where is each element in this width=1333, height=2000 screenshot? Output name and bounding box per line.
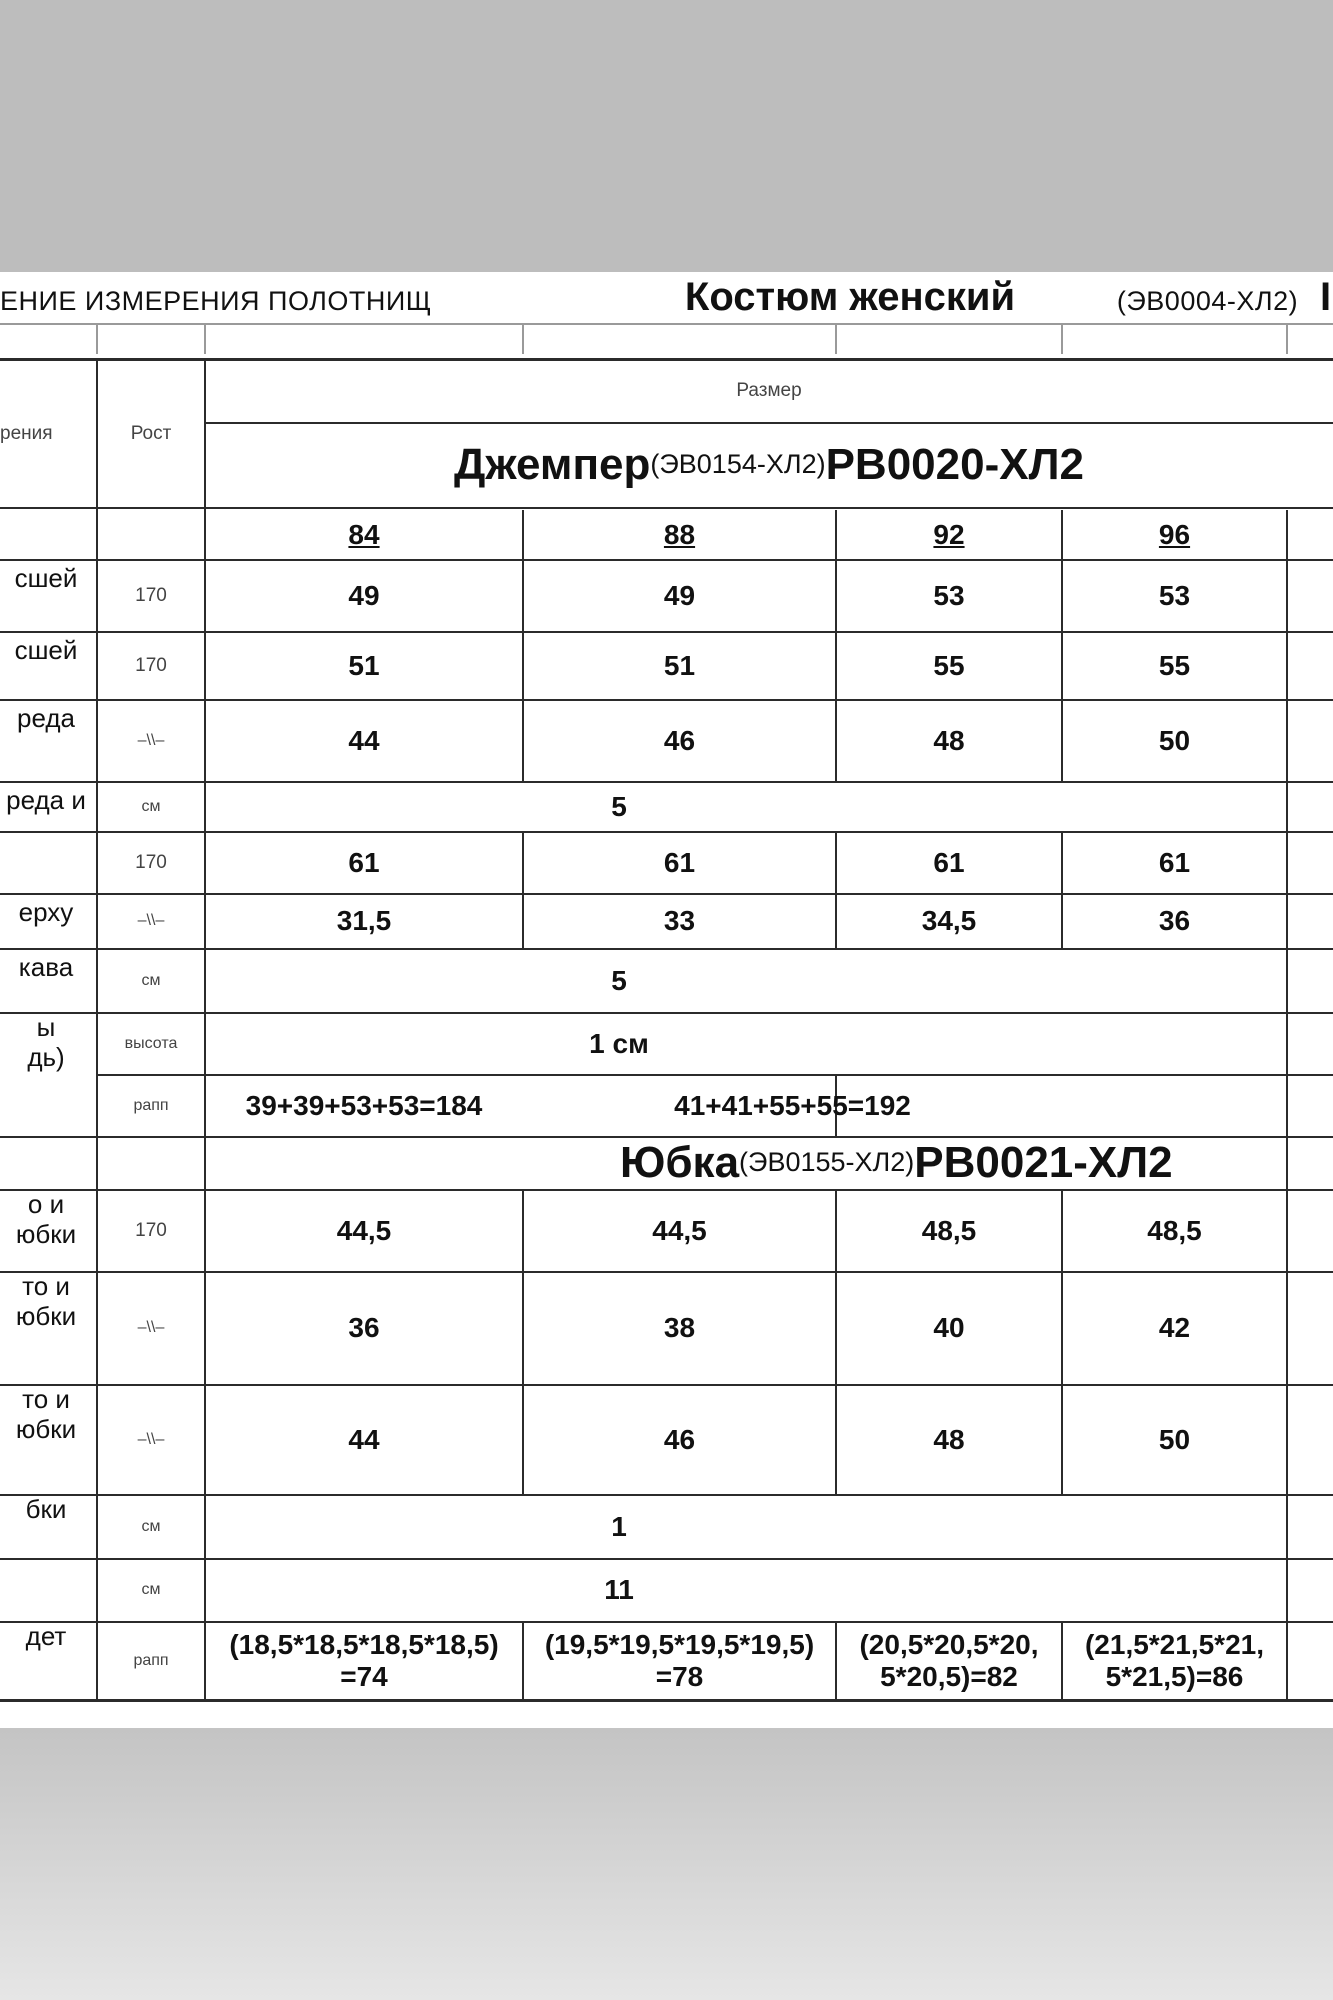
jumper-name: Джемпер — [454, 439, 651, 489]
grid-line — [1061, 324, 1063, 354]
merged-value: 11 — [604, 1574, 634, 1606]
value-cell-line: =78 — [655, 1661, 704, 1692]
row-label-line: ерху — [18, 897, 74, 927]
row-label-line: сшей — [14, 563, 78, 593]
row-label — [0, 1272, 92, 1385]
height-cell: –\\– — [137, 1319, 165, 1337]
row-label — [0, 1495, 92, 1559]
row-label — [0, 1622, 92, 1700]
value-cell: 53 — [933, 579, 965, 611]
height-cell: 170 — [135, 655, 167, 677]
fabric-label-line: дь) — [27, 1041, 65, 1072]
jumper-heading — [205, 424, 1333, 506]
value-cell: 34,5 — [921, 905, 977, 937]
row-label-line: о и — [27, 1189, 65, 1219]
jumper-code: (ЭВ0154-ХЛ2) — [650, 449, 826, 480]
height-cell: рапп — [133, 1651, 169, 1669]
value-cell: 51 — [663, 649, 696, 681]
grid-line — [835, 324, 837, 354]
height-cell: см — [141, 971, 161, 989]
height-cell: высота — [124, 1034, 178, 1052]
row-label-line: юбки — [15, 1218, 77, 1249]
row-label — [0, 1385, 92, 1495]
value-cell-line: (19,5*19,5*19,5*19,5) — [544, 1628, 815, 1660]
value-cell: 38 — [663, 1312, 696, 1344]
merged-value: 1 см — [589, 1027, 649, 1059]
value-cell: 61 — [1158, 846, 1191, 878]
row-label-line: юбки — [15, 1413, 77, 1444]
row-label — [0, 1190, 92, 1272]
grid-line — [522, 324, 524, 354]
value-cell-line: (20,5*20,5*20, — [859, 1628, 1039, 1660]
height-cell: см — [141, 797, 161, 815]
jumper-article: РВ0020-ХЛ2 — [825, 439, 1084, 489]
value-cell: 44 — [348, 1423, 380, 1455]
height-cell: 170 — [135, 852, 167, 874]
row-label-line: то и — [22, 1271, 70, 1301]
value-cell: 55 — [933, 649, 965, 681]
value-cell: 31,5 — [336, 905, 392, 937]
row-label-line: то и — [22, 1384, 70, 1414]
value-cell — [836, 1622, 1062, 1700]
size-header: Размер — [736, 380, 802, 402]
value-cell: 46 — [663, 724, 696, 756]
row-label — [0, 564, 92, 596]
value-cell: 61 — [348, 846, 380, 878]
value-cell: 48 — [933, 1423, 965, 1455]
value-cell: 50 — [1158, 1423, 1191, 1455]
value-cell — [523, 1622, 836, 1700]
row-label-line: дет — [25, 1621, 67, 1651]
value-cell: 61 — [663, 846, 696, 878]
value-cell-line: (21,5*21,5*21, — [1084, 1628, 1265, 1660]
merged-value: 1 — [611, 1510, 627, 1542]
sheet-code: (ЭВ0004-ХЛ2) — [1116, 286, 1299, 317]
row-label-line: бки — [25, 1494, 67, 1524]
value-cell: 44,5 — [336, 1214, 392, 1246]
skirt-name: Юбка — [620, 1137, 740, 1187]
row-label-line: реда — [17, 703, 75, 733]
size-84: 84 — [348, 518, 380, 550]
row-label-line: кава — [18, 952, 74, 982]
value-cell-line: 5*20,5)=82 — [880, 1661, 1018, 1692]
pair-value: 41+41+55+55=192 — [674, 1089, 911, 1121]
height-column-header: Рост — [130, 423, 172, 445]
measurement-sheet — [0, 272, 1333, 1728]
value-cell: 36 — [1158, 905, 1191, 937]
row-label-line: сшей — [14, 635, 78, 665]
value-cell: 50 — [1158, 724, 1191, 756]
row-label — [0, 897, 92, 927]
value-cell-line: =74 — [340, 1661, 388, 1692]
row-label-line: юбки — [15, 1300, 77, 1331]
value-cell: 42 — [1158, 1312, 1191, 1344]
value-cell: 40 — [933, 1312, 965, 1344]
value-cell: 51 — [348, 649, 380, 681]
value-cell: 48,5 — [1147, 1214, 1202, 1246]
value-cell: 33 — [663, 905, 696, 937]
value-cell: 44 — [348, 724, 380, 756]
size-96: 96 — [1158, 518, 1191, 550]
pair-value: 39+39+53+53=184 — [245, 1089, 483, 1121]
value-cell-line: (18,5*18,5*18,5*18,5) — [229, 1628, 499, 1660]
value-cell-line: 5*21,5)=86 — [1105, 1661, 1244, 1692]
row-label — [0, 1559, 92, 1622]
grid-line — [204, 324, 206, 354]
height-cell: рапп — [133, 1096, 169, 1114]
skirt-heading — [620, 1138, 1333, 1188]
merged-value: 5 — [611, 964, 627, 996]
value-cell: 53 — [1158, 579, 1191, 611]
value-cell: 61 — [933, 846, 965, 878]
height-cell: –\\– — [137, 912, 165, 930]
skirt-article: РВ0021-ХЛ2 — [914, 1137, 1173, 1187]
measure-column-header: рения — [0, 423, 53, 445]
fabric-label — [0, 1013, 92, 1113]
height-cell: –\\– — [137, 1430, 165, 1448]
merged-value: 5 — [611, 790, 627, 822]
height-cell: см — [141, 1581, 161, 1599]
fabric-label-line: ы — [36, 1012, 56, 1042]
row-label-line: реда и — [6, 785, 86, 815]
sheet-title: Костюм женский — [684, 275, 1016, 319]
sheet-title-fragment: I — [1319, 275, 1332, 319]
value-cell: 44,5 — [652, 1214, 707, 1246]
row-label — [0, 836, 92, 864]
height-cell: 170 — [135, 585, 167, 607]
row-label — [0, 704, 92, 741]
row-label — [0, 953, 92, 982]
size-92: 92 — [933, 518, 965, 550]
value-cell: 55 — [1158, 649, 1191, 681]
value-cell: 49 — [663, 579, 696, 611]
sheet-caption: ЕНИЕ ИЗМЕРЕНИЯ ПОЛОТНИЩ — [0, 286, 432, 317]
row-label — [0, 785, 92, 815]
value-cell: 36 — [348, 1312, 380, 1344]
value-cell: 48,5 — [921, 1214, 977, 1246]
value-cell — [1062, 1622, 1287, 1700]
grid-line — [96, 324, 98, 354]
value-cell — [205, 1622, 523, 1700]
size-88: 88 — [663, 518, 696, 550]
value-cell: 49 — [348, 579, 380, 611]
row-label — [0, 636, 92, 667]
value-cell: 46 — [663, 1423, 696, 1455]
height-cell: –\\– — [137, 731, 165, 749]
height-cell: 170 — [135, 1220, 167, 1242]
grid-line — [1286, 324, 1288, 354]
value-cell: 48 — [933, 724, 965, 756]
height-cell: см — [141, 1517, 161, 1535]
skirt-code: (ЭВ0155-ХЛ2) — [739, 1147, 915, 1178]
